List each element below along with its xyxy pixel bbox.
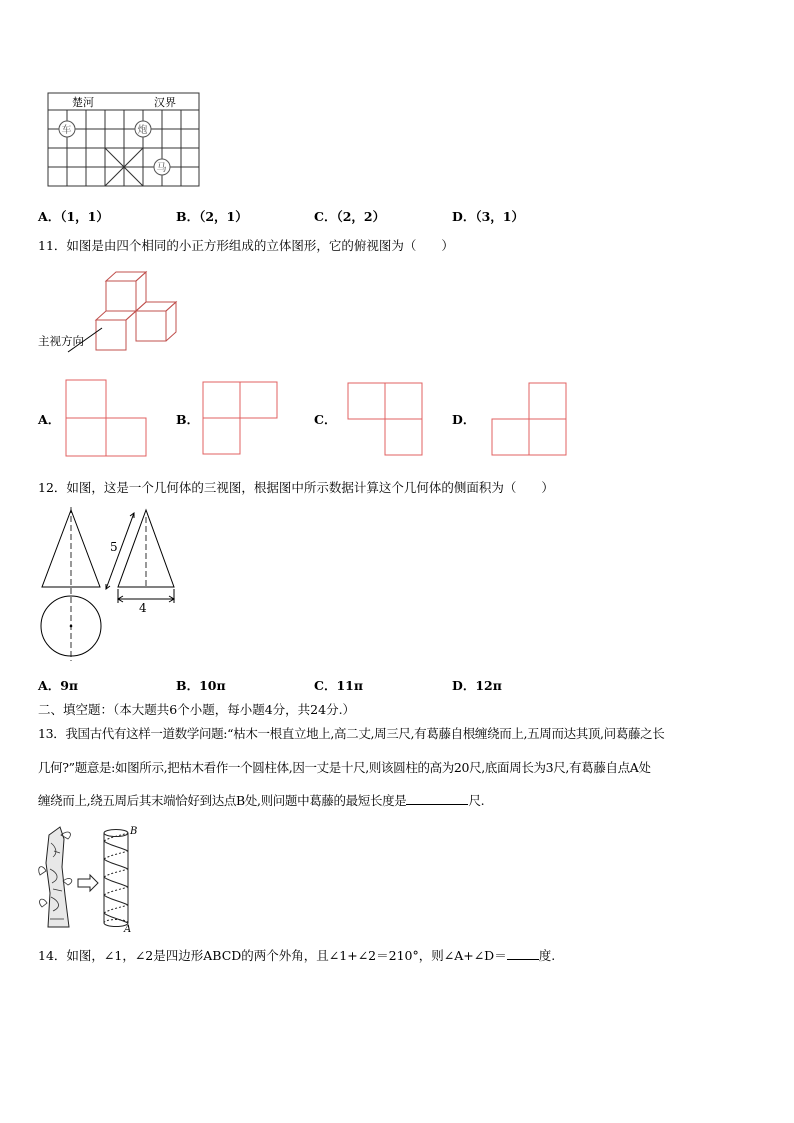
q10-option-c[interactable]: C．（2，2） [314,209,386,224]
q14-answer-blank[interactable] [507,945,539,960]
q12-option-b[interactable]: B．10π [176,678,226,693]
q12-stem: 12．如图，这是一个几何体的三视图，根据图中所示数据计算这个几何体的侧面积为（ ） [38,480,554,495]
q10-option-d[interactable]: D．（3，1） [452,209,524,224]
q12-option-d[interactable]: D．12π [452,678,502,693]
q11-option-c-shape[interactable] [346,381,424,459]
q13-stem-line3-b: 尺. [468,793,485,808]
q14-stem-b: 度. [538,948,556,963]
q10-option-b[interactable]: B．（2，1） [176,209,248,224]
q11-stem: 11．如图是由四个相同的小正方形组成的立体图形，它的俯视图为（ ） [38,238,454,253]
piece-ma [154,159,170,175]
q13-answer-blank[interactable] [406,790,468,805]
q10-option-a[interactable]: A．（1，1） [38,209,109,224]
piece-pao-label: 炮 [137,125,148,136]
q13-stem-line3-a: 缠绕而上,绕五周后其末端恰好到达点B处,则问题中葛藤的最短长度是 [38,793,407,808]
q11-option-a[interactable]: A． [38,412,61,427]
q11-option-a-shape[interactable] [64,378,148,460]
three-view-figure [36,505,186,663]
dim-base-label: 4 [139,601,147,615]
board-right-label: 汉界 [154,96,176,109]
point-a-label: A [124,924,132,933]
board-left-label: 楚河 [72,96,94,109]
q11-option-b[interactable]: B． [176,412,200,427]
q11-option-d[interactable]: D． [452,412,476,427]
q11-option-d-shape[interactable] [490,381,568,459]
q13-stem-line2: 几何?”题意是:如图所示,把枯木看作一个圆柱体,因一丈是十尺,则该圆柱的高为20尺,底面周长为3尺,有葛藤自点A处 [38,760,651,775]
piece-che-label: 车 [61,125,72,136]
piece-ma-label: 马 [156,163,167,174]
piece-pao [135,121,151,137]
q12-option-a[interactable]: A．9π [38,678,79,693]
q14-stem-a: 14．如图，∠1，∠2是四边形ABCD的两个外角，且∠1+∠2＝210°，则∠A+∠D＝ [38,948,507,963]
q12-option-c[interactable]: C．11π [314,678,363,693]
q14-stem [38,945,555,966]
tree-cylinder-figure [36,823,148,933]
chessboard-figure [46,92,202,188]
point-b-label: B [130,826,138,837]
q11-option-b-shape[interactable] [201,380,281,458]
q11-option-c[interactable]: C． [314,412,337,427]
q13-stem-line3 [38,790,484,811]
view-direction-label: 主视方向 [38,334,84,348]
q13-stem-line1: 13．我国古代有这样一道数学问题:“枯木一根直立地上,高二丈,周三尺,有葛藤自根缠绕而上,五周而达其顶,问葛藤之长 [38,726,665,741]
piece-che [59,121,75,137]
section-heading: 二、填空题：（本大题共6个小题，每小题4分，共24分.） [38,702,356,717]
dim-slant-label: 5 [110,540,118,554]
